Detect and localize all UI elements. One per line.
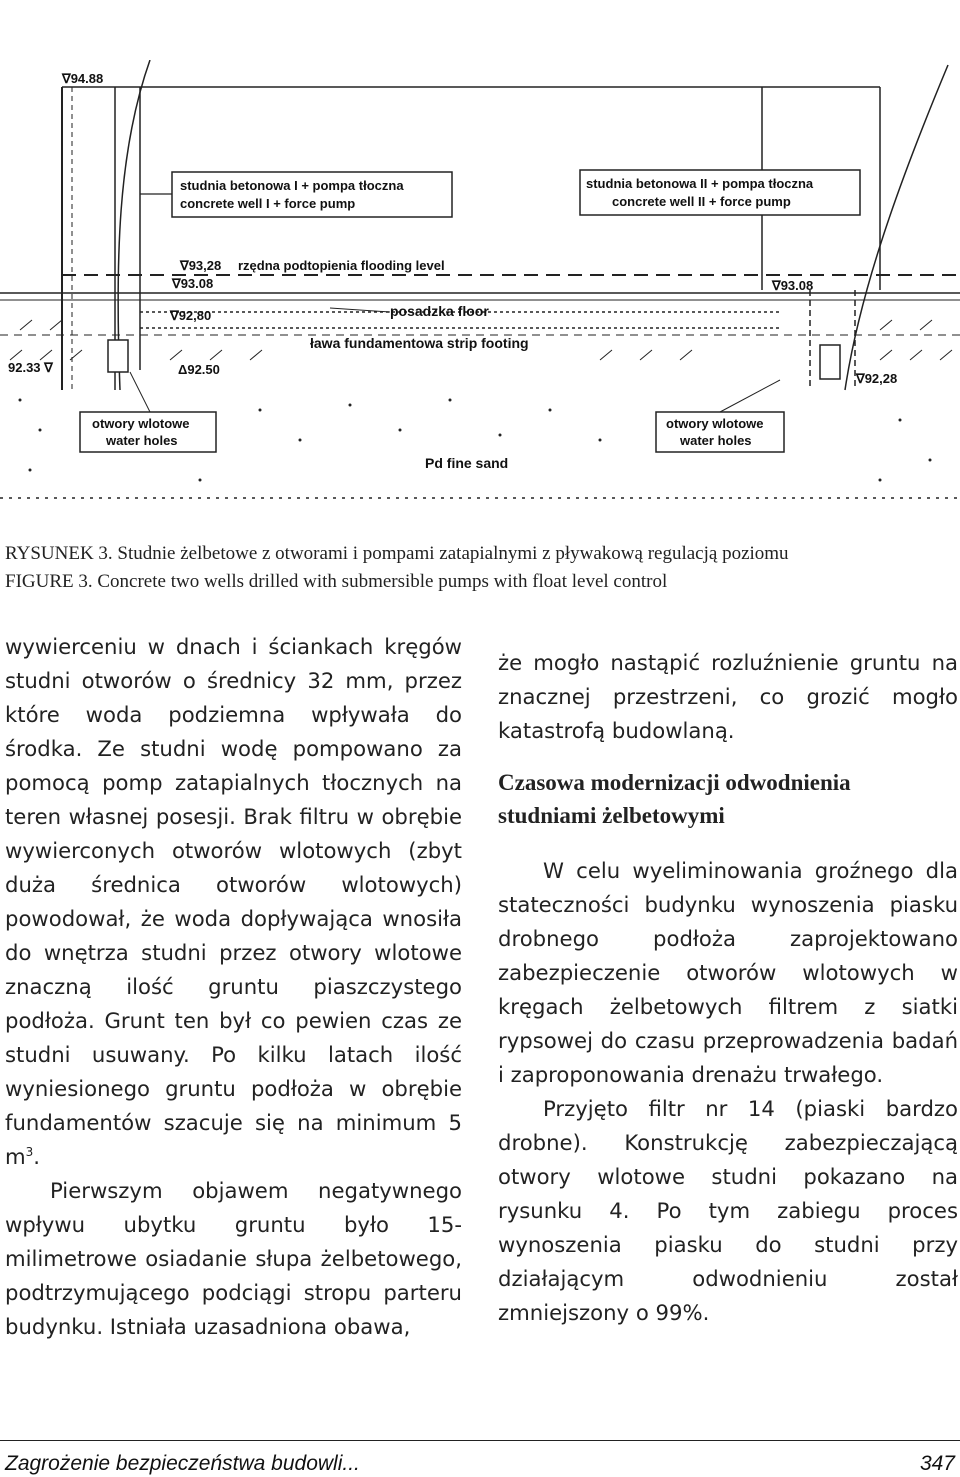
- figure-caption: [5, 540, 955, 596]
- level-floor-right: ∇93.08: [772, 278, 814, 293]
- left-paragraph-2: Pierwszym objawem negatywnego wpływu ubytku gruntu było 15-milimetrowe osiadanie słupa żelbetowego, podtrzymującego podciągi stropu parteru budynku. Istniała uzasadniona obawa,: [5, 1178, 462, 1339]
- section-heading: [498, 766, 958, 832]
- holes-right-pl: otwory wlotowe: [666, 416, 764, 431]
- sand-label: Pd fine sand: [425, 455, 509, 471]
- caption-en: FIGURE 3. Concrete two wells drilled with submersible pumps with float level control: [5, 571, 668, 592]
- right-paragraph-2: W celu wyeliminowania groźnego dla stateczności budynku wynoszenia piasku drobnego podłoża zaprojektowano zabezpieczenie otworów wlotowych w kręgach żelbetowych filtrem z siatki rypsowej do czasu przeprowadzenia badań i zaproponowania drenażu trwałego.: [498, 858, 958, 1087]
- left-p1-superscript: 3: [25, 1144, 34, 1159]
- level-top: ∇94.88: [62, 71, 104, 86]
- right-paragraph-1: że mogło nastąpić rozluźnienie gruntu na znacznej przestrzeni, co grozić mogło katastrofą budowlaną.: [498, 650, 958, 743]
- level-well-left-bottom: Δ92.50: [178, 362, 220, 377]
- holes-left-en: water holes: [106, 433, 178, 448]
- right-paragraph-3: Przyjęto filtr nr 14 (piaski bardzo drobne). Konstrukcję zabezpieczającą otwory wlotowe studni pokazano na rysunku 4. Po tym zabiegu proces wynoszenia piasku do studni przy działającym odwodnieniu został zmniejszony o 99%.: [498, 1096, 958, 1325]
- left-paragraph-1: [5, 630, 462, 1174]
- level-flood: ∇93,28: [180, 258, 222, 273]
- level-well-right-bottom: ∇92,28: [856, 371, 898, 386]
- page-number: 347: [919, 1452, 955, 1475]
- holes-left-pl: otwory wlotowe: [92, 416, 190, 431]
- footer-title: Zagrożenie bezpieczeństwa budowli...: [5, 1452, 360, 1475]
- level-left-bottom: 92.33 ∇: [8, 360, 53, 375]
- holes-right-en: water holes: [680, 433, 752, 448]
- well-drawing: [0, 60, 960, 510]
- well2-label-pl: studnia betonowa II + pompa tłoczna: [586, 176, 814, 191]
- pump-left: [108, 340, 128, 372]
- level-footing: ∇92,80: [170, 308, 212, 323]
- floor-label: posadzka floor: [390, 303, 489, 319]
- well1-label-en: concrete well I + force pump: [180, 196, 356, 211]
- caption-pl: RYSUNEK 3. Studnie żelbetowe z otworami i pompami zatapialnymi z pływakową regulacją poziomu: [5, 543, 789, 564]
- figure-well-diagram: [0, 60, 960, 510]
- well2-label-en: concrete well II + force pump: [612, 194, 791, 209]
- section-heading-line-1: Czasowa modernizacji odwodnienia: [498, 770, 851, 795]
- footing-label: ława fundamentowa strip footing: [310, 335, 529, 351]
- pump-right: [820, 345, 840, 379]
- left-p1-text: wywierceniu w dnach i ściankach kręgów studni otworów o średnicy 32 mm, przez które woda podziemna wpływała do środka. Ze studni wodę pompowano za pomocą pomp zatapialnych tłocznych na teren własnej posesji. Brak filtru w obrębie wywierconych otworów wlotowych (zbyt duża średnica otworów wlotowych) powodował, że woda dopływająca wnosiła do wnętrza studni przez otwory wlotowe znaczną ilość gruntu piaszczystego podłoża. Grunt ten był co pewien czas ze studni usuwany. Po kilku latach ilość wyniesionego gruntu podłoża w obrębie fundamentów szacuje się na minimum 5 m: [5, 634, 462, 1169]
- page-footer: [0, 1440, 960, 1475]
- flood-label: rzędna podtopienia flooding level: [238, 258, 445, 273]
- left-column: [5, 630, 462, 1344]
- section-heading-line-2: studniami żelbetowymi: [498, 803, 725, 828]
- well1-label-pl: studnia betonowa I + pompa tłoczna: [180, 178, 404, 193]
- level-floor-left: ∇93.08: [172, 276, 214, 291]
- right-column: [498, 646, 958, 1330]
- right-hose: [845, 65, 948, 390]
- left-p1-end: .: [33, 1144, 41, 1169]
